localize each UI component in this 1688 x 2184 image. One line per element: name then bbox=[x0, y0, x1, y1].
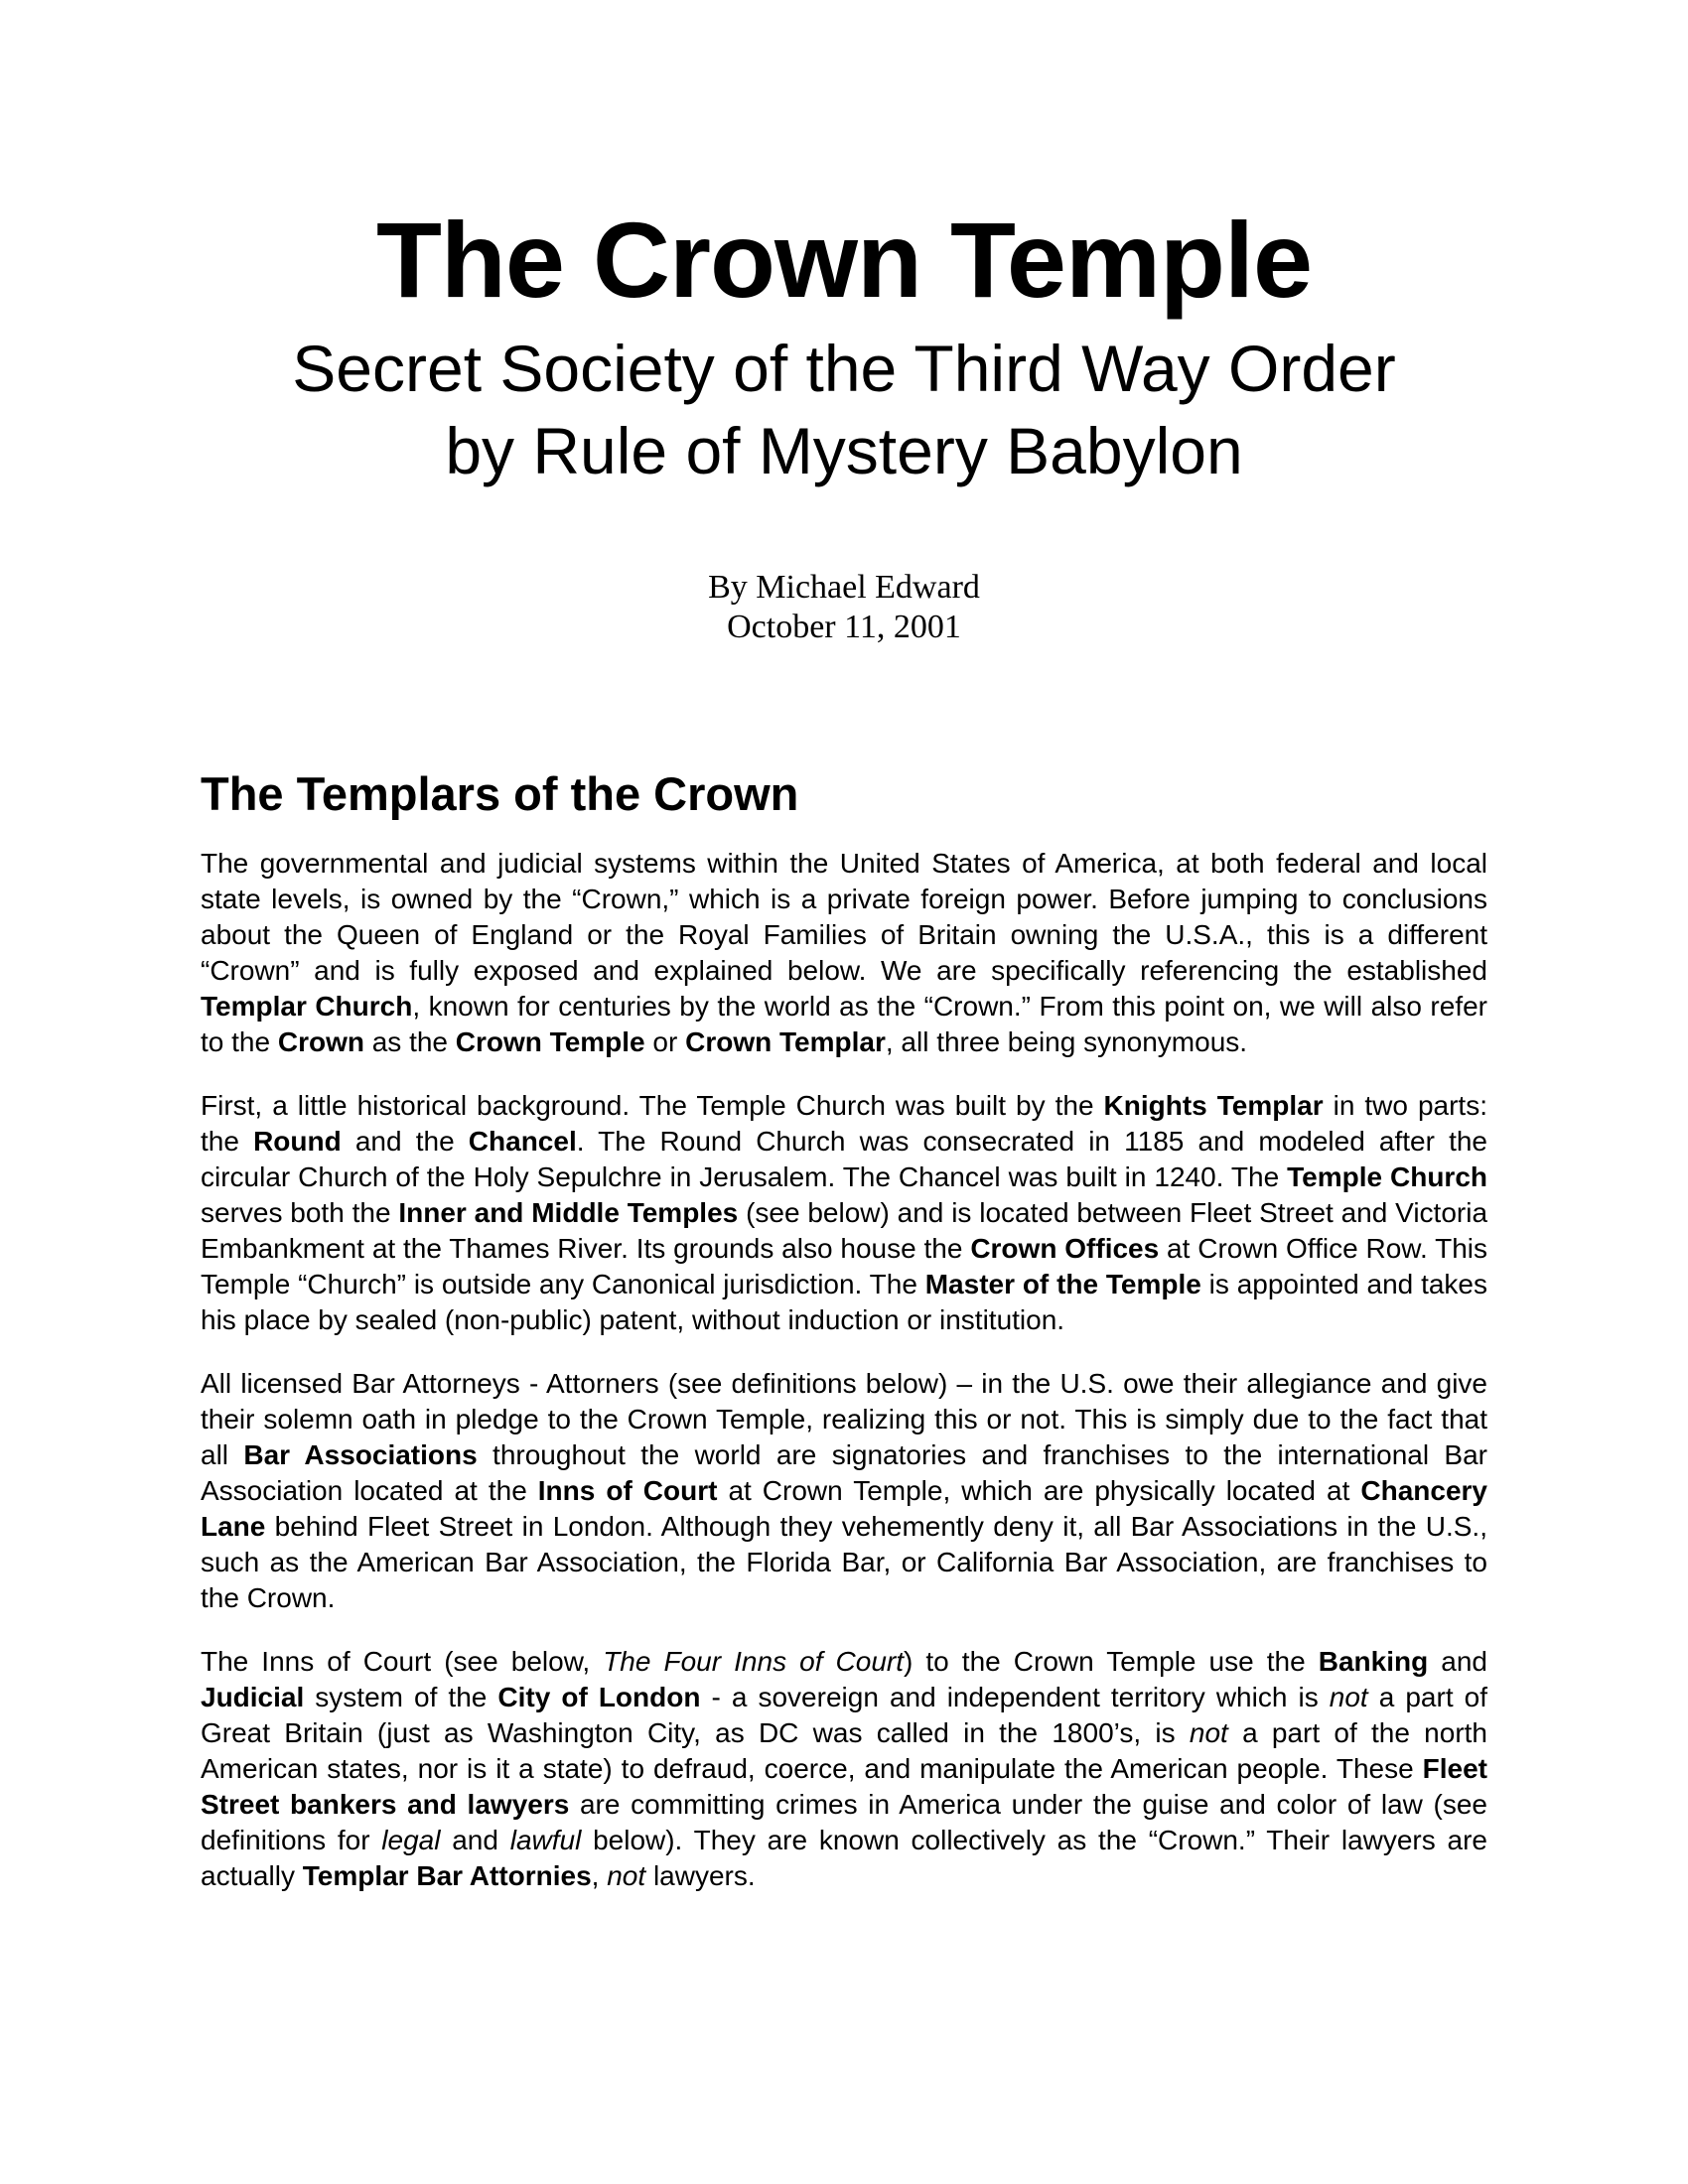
article-body bbox=[201, 767, 1487, 1894]
paragraph-1: The governmental and judicial systems within the United States of America, at both federal and local state levels, is owned by the “Crown,” which is a private foreign power. Before jumping to conclusions about the Queen of England or the Royal Families of Britain owning the U.S.A., this is a different “Crown” and is fully exposed and explained below. We are specifically referencing the established Templar Church, known for centuries by the world as the “Crown.” From this point on, we will also refer to the Crown as the Crown Temple or Crown Templar, all three being synonymous. bbox=[201, 847, 1488, 1057]
section-heading: The Templars of the Crown bbox=[201, 766, 799, 820]
paragraph-4: The Inns of Court (see below, The Four Inns of Court) to the Crown Temple use the Banking and Judicial system of the City of London - a sovereign and independent territory which is not a part of Great Britain (just as Washington City, as DC was called in the 1800’s, is not a part of the north American states, nor is it a state) to defraud, coerce, and manipulate the American people. These Fleet Street bankers and lawyers are committing crimes in America under the guise and color of law (see definitions for legal and lawful below). They are known collectively as the “Crown.” Their lawyers are actually Templar Bar Attornies, not lawyers. bbox=[201, 1645, 1488, 1891]
subtitle-line-2: by Rule of Mystery Babylon bbox=[445, 414, 1243, 488]
paragraph-3: All licensed Bar Attorneys - Attorners (see definitions below) – in the U.S. owe their allegiance and give their solemn oath in pledge to the Crown Temple, realizing this or not. This is simply due to the fact that all Bar Associations throughout the world are signatories and franchises to the international Bar Association located at the Inns of Court at Crown Temple, which are physically located at Chancery Lane behind Fleet Street in London. Although they vehemently deny it, all Bar Associations in the U.S., such as the American Bar Association, the Florida Bar, or California Bar Association, are franchises to the Crown. bbox=[201, 1367, 1487, 1613]
document-title: The Crown Temple bbox=[375, 200, 1313, 320]
byline-date: October 11, 2001 bbox=[727, 609, 961, 646]
document-subtitle bbox=[0, 328, 1688, 492]
subtitle-line-1: Secret Society of the Third Way Order bbox=[292, 332, 1396, 405]
byline bbox=[0, 568, 1688, 647]
byline-author: By Michael Edward bbox=[708, 569, 980, 607]
paragraph-2: First, a little historical background. The Temple Church was built by the Knights Templar in two parts: the Round and the Chancel. The Round Church was consecrated in 1185 and modeled after the circular Church of the Holy Sepulchre in Jerusalem. The Chancel was built in 1240. The Temple Church serves both the Inner and Middle Temples (see below) and is located between Fleet Street and Victoria Embankment at the Thames River. Its grounds also house the Crown Offices at Crown Office Row. This Temple “Church” is outside any Canonical jurisdiction. The Master of the Temple is appointed and takes his place by sealed (non-public) patent, without induction or institution. bbox=[201, 1089, 1488, 1335]
